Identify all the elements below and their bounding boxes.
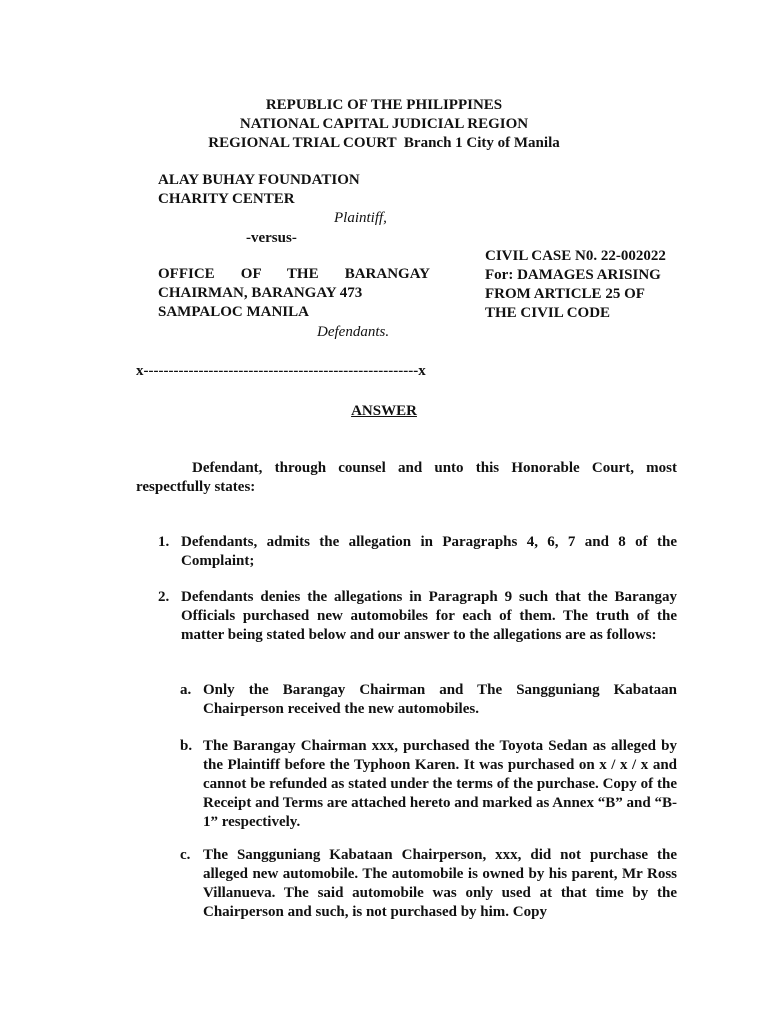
case-nature-line1: For: DAMAGES ARISING bbox=[485, 267, 661, 283]
numbered-item bbox=[136, 588, 677, 645]
case-nature-line3: THE CIVIL CODE bbox=[485, 305, 611, 321]
plaintiff-name-line1: ALAY BUHAY FOUNDATION bbox=[158, 172, 360, 188]
case-caption bbox=[485, 247, 725, 323]
plaintiff-role: Plaintiff, bbox=[334, 210, 387, 226]
defendant-name-line2: CHAIRMAN, BARANGAY 473 bbox=[158, 285, 363, 301]
lettered-item bbox=[136, 846, 677, 922]
defendant-name-line3: SAMPALOC MANILA bbox=[158, 304, 309, 320]
subitem-marker: a. bbox=[180, 682, 192, 698]
defendant-name bbox=[158, 265, 430, 322]
header-court: REGIONAL TRIAL COURT Branch 1 City of Manila bbox=[208, 135, 560, 151]
header-region: NATIONAL CAPITAL JUDICIAL REGION bbox=[239, 116, 529, 132]
lettered-item bbox=[136, 737, 677, 832]
versus-label: -versus- bbox=[246, 230, 297, 246]
lettered-item bbox=[136, 681, 677, 719]
subitem-marker: c. bbox=[180, 847, 191, 863]
plaintiff-name bbox=[158, 171, 458, 209]
case-number: CIVIL CASE N0. 22-002022 bbox=[485, 248, 666, 264]
header-republic: REPUBLIC OF THE PHILIPPINES bbox=[265, 97, 503, 113]
item-text: Defendants denies the allegations in Paragraph 9 such that the Barangay Officials purchased new automobiles for each of them. The truth of the matter being stated below and our answer to the allegations are as follows: bbox=[181, 589, 677, 643]
defendant-role: Defendants. bbox=[317, 324, 390, 340]
subitem-text: Only the Barangay Chairman and The Sangguniang Kabataan Chairperson received the new automobiles. bbox=[203, 682, 677, 717]
document-title: ANSWER bbox=[351, 403, 417, 419]
court-header bbox=[0, 96, 768, 153]
case-nature-line2: FROM ARTICLE 25 OF bbox=[485, 286, 645, 302]
numbered-item bbox=[136, 533, 677, 571]
caption-separator: x-------------------------------------------------------x bbox=[136, 363, 426, 379]
item-marker: 2. bbox=[158, 589, 170, 605]
subitem-marker: b. bbox=[180, 738, 193, 754]
subitem-text: The Barangay Chairman xxx, purchased the Toyota Sedan as alleged by the Plaintiff before the Typhoon Karen. It was purchased on x / x / x and cannot be refunded as stated under the terms of the purchase. Copy of the Receipt and Terms are attached hereto and marked as Annex “B” and “B-1” respectively. bbox=[203, 738, 677, 830]
subitem-text: The Sangguniang Kabataan Chairperson, xxx, did not purchase the alleged new automobile. The automobile is owned by his parent, Mr Ross Villanueva. The said automobile was only used at that time by the Chairperson and such, is not purchased by him. Copy bbox=[203, 847, 677, 920]
plaintiff-name-line2: CHARITY CENTER bbox=[158, 191, 295, 207]
item-text: Defendants, admits the allegation in Paragraphs 4, 6, 7 and 8 of the Complaint; bbox=[181, 534, 677, 569]
intro-paragraph: Defendant, through counsel and unto this Honorable Court, most respectfully states: bbox=[136, 460, 677, 495]
item-marker: 1. bbox=[158, 534, 170, 550]
defendant-name-line1: OFFICE OF THE BARANGAY bbox=[158, 266, 430, 282]
